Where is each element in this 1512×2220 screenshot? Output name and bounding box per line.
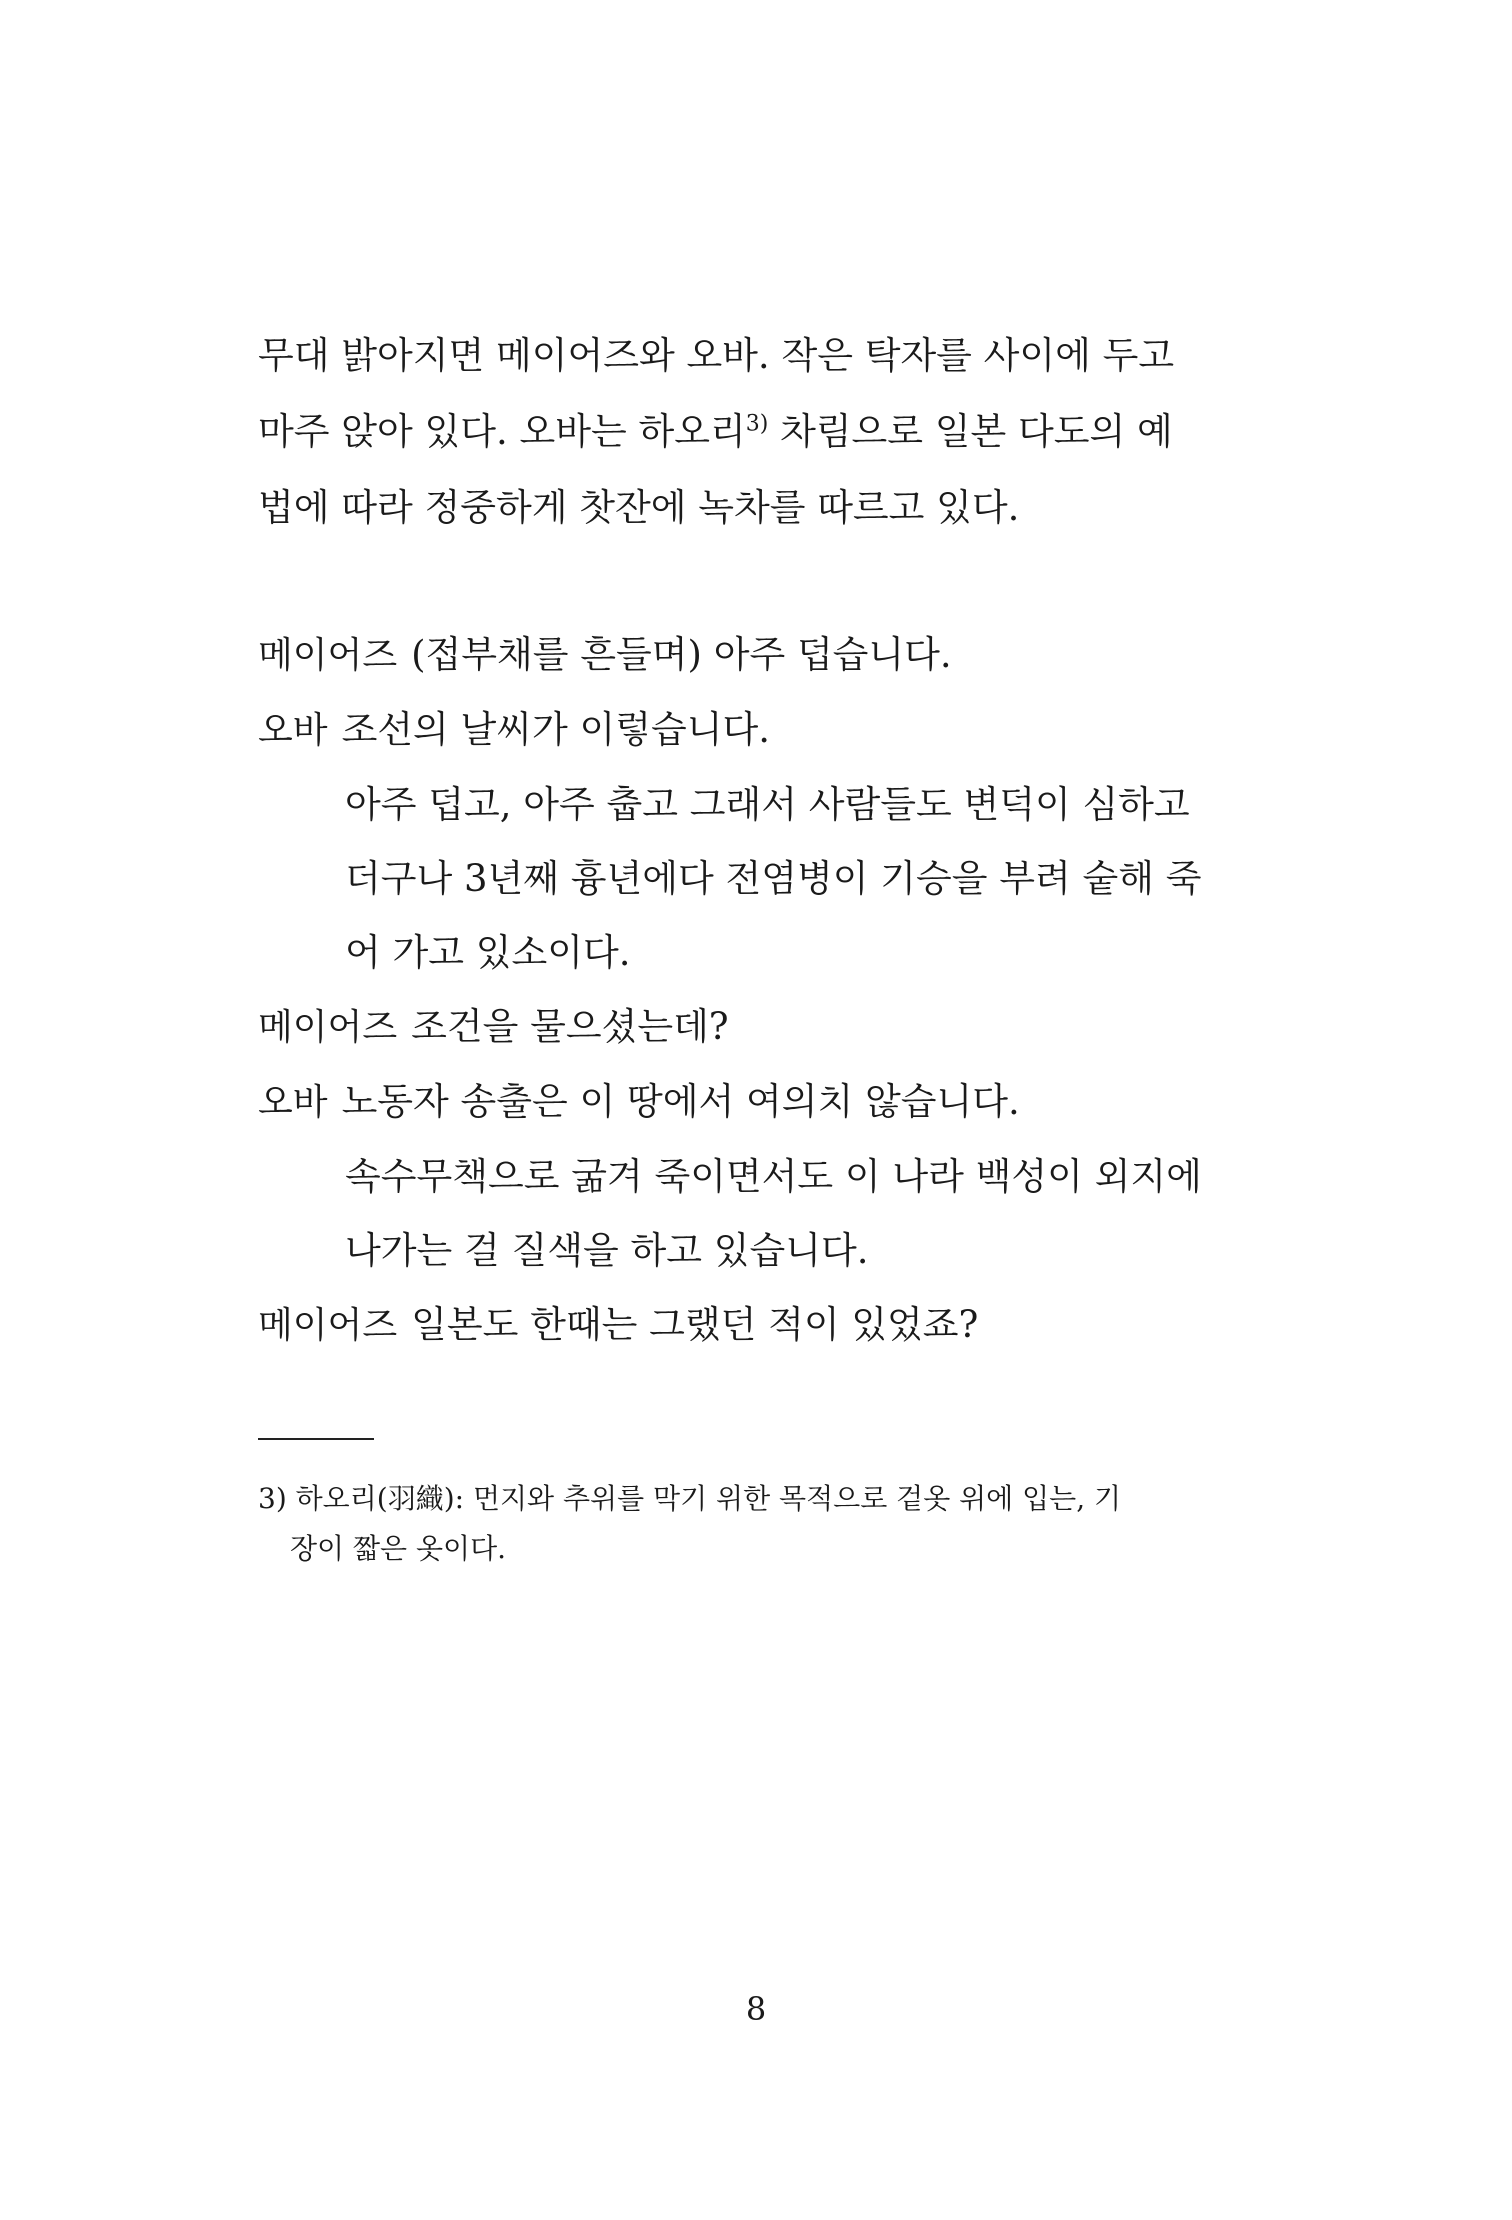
speech-line: 속수무책으로 굶겨 죽이면서도 이 나라 백성이 외지에 <box>345 1155 1202 1198</box>
dialogue-turn <box>258 990 1258 1065</box>
stage-direction-line: 무대 밝아지면 메이어즈와 오바. 작은 탁자를 사이에 두고 <box>258 334 1175 377</box>
speaker-name: 메이어즈 <box>258 635 398 676</box>
speaker-name: 메이어즈 <box>258 1305 398 1346</box>
stage-direction-line <box>258 394 1258 470</box>
footnote-divider <box>258 1438 374 1440</box>
speech-line: (접부채를 흔들며) 아주 덥습니다. <box>411 633 952 676</box>
footnote-line: 장이 짧은 옷이다. <box>290 1532 507 1565</box>
stage-direction-text: 차림으로 일본 다도의 예 <box>768 410 1173 453</box>
footnote-line: 3) 하오리(羽織): 먼지와 추위를 막기 위한 목적으로 겉옷 위에 입는, 기 <box>258 1482 1122 1515</box>
speaker-name: 오바 <box>258 710 328 751</box>
stage-direction-text: 마주 앉아 있다. 오바는 하오리 <box>258 410 746 453</box>
speaker-name: 오바 <box>258 1082 328 1123</box>
speech-line: 더구나 3년째 흉년에다 전염병이 기승을 부려 숱해 죽 <box>345 857 1202 900</box>
dialogue-turn <box>258 618 1258 693</box>
speech-line: 아주 덥고, 아주 춥고 그래서 사람들도 변덕이 심하고 <box>345 783 1190 826</box>
speech-line: 어 가고 있소이다. <box>345 931 631 974</box>
stage-direction <box>258 318 1258 546</box>
stage-direction-line: 법에 따라 정중하게 찻잔에 녹차를 따르고 있다. <box>258 486 1020 529</box>
dialogue-block <box>258 618 1258 1363</box>
footnote-reference[interactable]: 3) <box>745 411 769 437</box>
speech-line: 나가는 걸 질색을 하고 있습니다. <box>345 1229 869 1272</box>
dialogue-turn <box>258 1288 1258 1363</box>
page-number: 8 <box>745 1990 767 2028</box>
speech-line: 일본도 한때는 그랬던 적이 있었죠? <box>411 1303 979 1346</box>
dialogue-turn <box>258 693 1258 768</box>
speech-line: 조선의 날씨가 이렇습니다. <box>341 708 771 751</box>
footnote <box>258 1474 1258 1574</box>
speech-line: 노동자 송출은 이 땅에서 여의치 않습니다. <box>341 1080 1020 1123</box>
dialogue-turn <box>258 1065 1258 1140</box>
speech-line: 조건을 물으셨는데? <box>411 1005 729 1048</box>
speaker-name: 메이어즈 <box>258 1007 398 1048</box>
